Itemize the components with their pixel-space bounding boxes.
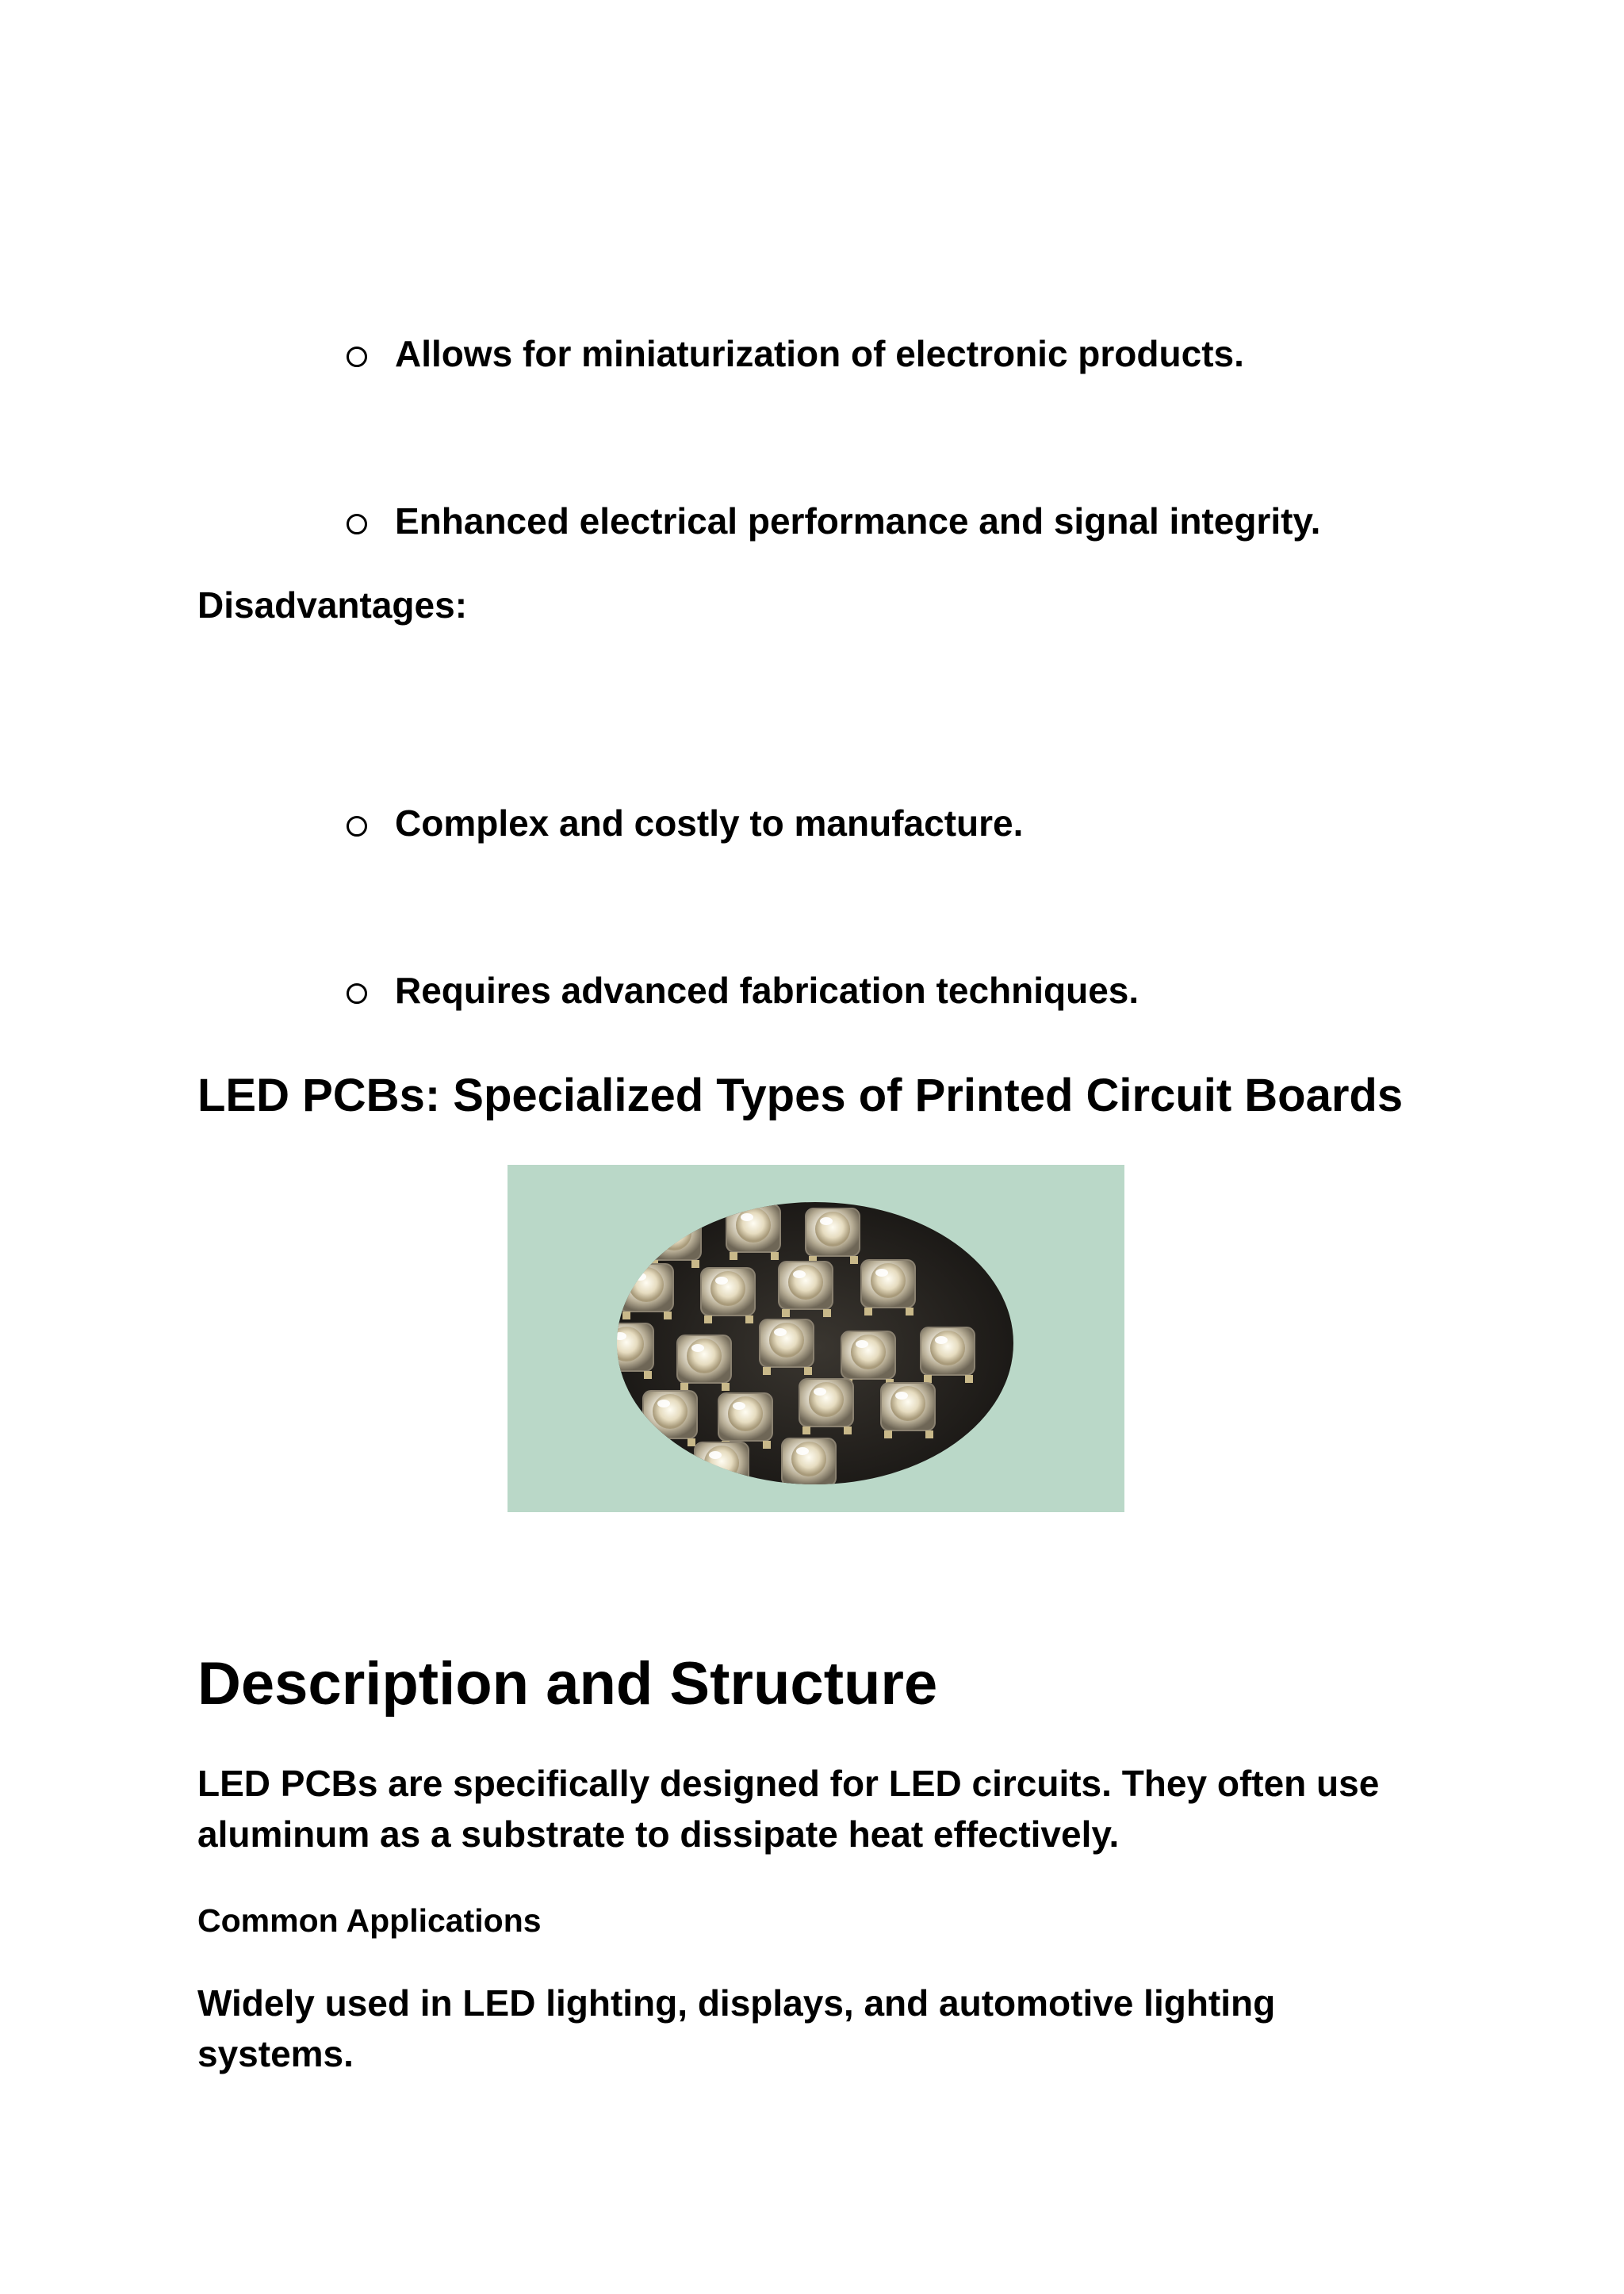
disadvantage-text: Requires advanced fabrication techniques. [395,970,1139,1011]
hollow-circle-bullet-icon [347,514,367,534]
disadvantages-label: Disadvantages: [197,584,468,626]
led-pcb-figure [508,1165,1124,1512]
disadvantage-text: Complex and costly to manufacture. [395,802,1024,844]
advantage-text: Allows for miniaturization of electronic products. [395,333,1244,374]
hollow-circle-bullet-icon [347,983,367,1004]
section-heading: LED PCBs: Specialized Types of Printed Circuit Boards [197,1070,1404,1121]
description-heading: Description and Structure [197,1650,938,1718]
hollow-circle-bullet-icon [347,347,367,367]
description-text: LED PCBs are specifically designed for LED circuits. They often use aluminum as a substrate to dissipate heat effectively. [197,1763,1380,1855]
applications-text: Widely used in LED lighting, displays, and automotive lighting systems. [197,1982,1276,2074]
advantage-text: Enhanced electrical performance and signal integrity. [395,500,1321,542]
applications-heading: Common Applications [197,1902,542,1939]
hollow-circle-bullet-icon [347,816,367,837]
led-board-photo-icon [508,1165,1124,1512]
